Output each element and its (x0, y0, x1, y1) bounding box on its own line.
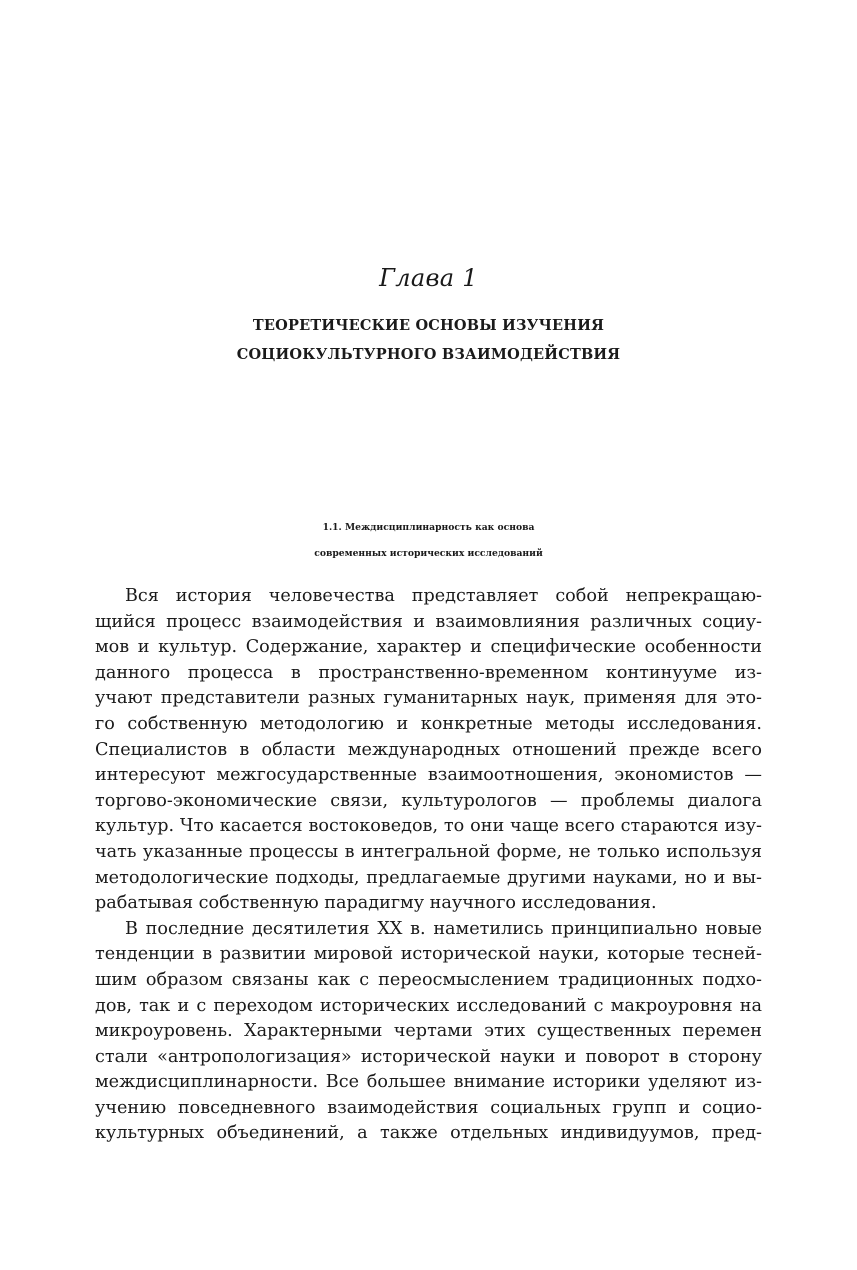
text-line: дов, так и с переходом исторических исследований с макроуровня на (95, 995, 762, 1016)
text-line: мов и культур. Содержание, характер и специфические особенности (95, 637, 762, 658)
text-line: культур. Что касается востоковедов, то они чаще всего стараются изу- (95, 816, 762, 837)
text-line: учению повседневного взаимодействия социальных групп и социо- (95, 1097, 762, 1118)
text-line: го собственную методологию и конкретные методы исследования. (95, 713, 762, 734)
text-line: Специалистов в области международных отношений прежде всего (95, 739, 762, 760)
text-line: культурных объединений, а также отдельных индивидуумов, пред- (95, 1123, 762, 1144)
chapter-label: Глава 1 (379, 264, 478, 292)
text-line: тенденции в развитии мировой исторической науки, которые тесней- (95, 944, 762, 965)
text-line: стали «антропологизация» исторической науки и поворот в сторону (95, 1046, 762, 1067)
chapter-title-line: СОЦИОКУЛЬТУРНОГО ВЗАИМОДЕЙСТВИЯ (236, 346, 621, 363)
text-line: интересуют межгосударственные взаимоотношения, экономистов — (95, 765, 762, 786)
text-line: микроуровень. Характерными чертами этих существенных перемен (95, 1021, 762, 1042)
section-title-line: 1.1. Междисциплинарность как основа (322, 522, 535, 533)
text-line: учают представители разных гуманитарных наук, применяя для это- (95, 688, 762, 709)
body-text (95, 584, 762, 1147)
text-line: шим образом связаны как с переосмыслением традиционных подхо- (95, 969, 762, 990)
text-line: междисциплинарности. Все большее внимание историки уделяют из- (95, 1072, 762, 1093)
chapter-title (0, 311, 857, 369)
text-line: данного процесса в пространственно-временном континууме из- (95, 662, 762, 683)
text-line: торгово-экономические связи, культурологов — проблемы диалога (95, 790, 762, 811)
text-line: щийся процесс взаимодействия и взаимовлияния различных социу- (95, 611, 762, 632)
section-title-line: современных исторических исследований (314, 548, 543, 559)
text-line: Вся история человечества представляет собой непрекращаю- (125, 586, 762, 606)
section-title (0, 515, 857, 567)
text-line: рабатывая собственную парадигму научного исследования. (95, 893, 657, 914)
text-line: чать указанные процессы в интегральной форме, не только используя (95, 841, 762, 862)
text-line: методологические подходы, предлагаемые другими науками, но и вы- (95, 867, 762, 888)
text-line: В последние десятилетия XX в. наметились принципиально новые (125, 918, 762, 939)
chapter-title-line: ТЕОРЕТИЧЕСКИЕ ОСНОВЫ ИЗУЧЕНИЯ (252, 317, 605, 334)
